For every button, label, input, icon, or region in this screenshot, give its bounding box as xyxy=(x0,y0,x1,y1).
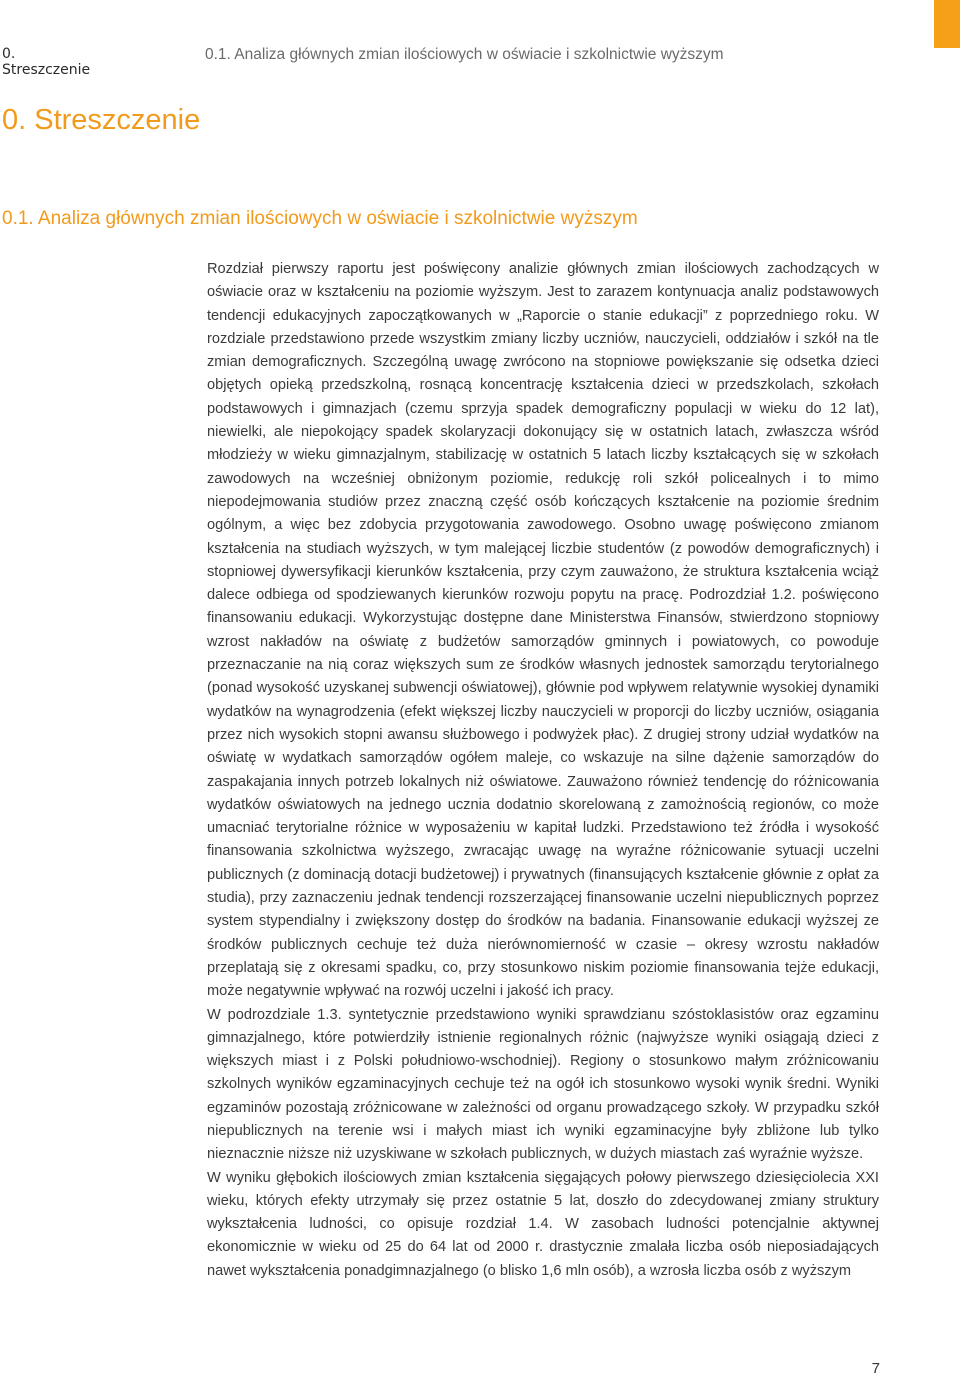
paragraph: W podrozdziale 1.3. syntetycznie przedstawiono wyniki sprawdzianu szóstoklasistów oraz egzaminu gimnazjalnego, które potwierdziły istnienie regionalnych różnic (najwyższe wyniki osiągają dzieci z większych miast i z Polski południowo-wschodniej). Regiony o stosunkowo małym zróżnicowaniu szkolnych wyników egzaminacyjnych cechuje też na ogół ich stosunkowo wysoki wynik średni. Wyniki egzaminów pozostają zróżnicowane w zależności od organu prowadzącego szkoły. W przypadku szkół niepublicznych na terenie wsi i małych miast ich wyniki egzaminacyjne były zbliżone lub tylko nieznacznie niższe niż uzyskiwane w szkołach publicznych, w dużych miastach zaś wyraźnie wyższe. xyxy=(207,1006,879,1163)
paragraph: Rozdział pierwszy raportu jest poświęcony analizie głównych zmian ilościowych zachodzących w oświacie oraz w kształceniu na poziomie wyższym. Jest to zarazem kontynuacja analiz podstawowych tendencji edukacyjnych zapoczątkowanych w „Raporcie o stanie edukacji” z poprzedniego roku. W rozdziale przedstawiono przede wszystkim zmiany liczby uczniów, nauczycieli, oddziałów i szkół na tle zmian demograficznych. Szczególną uwagę zwrócono na stopniowe powiększanie się odsetka dzieci objętych opieką przedszkolną, rosnącą koncentrację kształcenia dzieci w przedszkolach, szkołach podstawowych i gimnazjach (czemu sprzyja spadek demograficzny populacji w wieku do 12 lat), niewielki, ale niepokojący spadek skolaryzacji dokonujący się w ostatnich latach, zwłaszcza wśród młodzieży w wieku gimnazjalnym, stabilizację w ostatnich 5 latach liczby kształcących się w szkołach zawodowych na wcześniej obniżonym poziomie, redukcję roli szkół policealnych i to mimo niepodejmowania studiów przez znaczną część osób kończących kształcenie na poziomie średnim ogólnym, a więc bez zdobycia przygotowania zawodowego. Osobno uwagę poświęcono zmianom kształcenia na studiach wyższych, w tym malejącej liczbie studentów (z powodów demograficznych) i stopniowej dywersyfikacji kierunków kształcenia, przy czym zauważono, że struktura kształcenia wciąż dalece odbiega od spodziewanych kierunków rozwoju popytu na pracę. Podrozdział 1.2. poświęcono finansowaniu edukacji. Wykorzystując dostępne dane Ministerstwa Finansów, stwierdzono stopniowy wzrost nakładów na oświatę z budżetów samorządów gminnych i powiatowych, co powoduje przeznaczanie na nią coraz większych sum ze środków własnych jednostek samorządu terytorialnego (ponad wysokość uzyskanej subwencji oświatowej), głównie pod wpływem relatywnie wysokiej dynamiki wydatków na wynagrodzenia (efekt większej liczby nauczycieli w proporcji do liczby uczniów, osiągania przez nich wysokich stopni awansu służbowego i podwyżek płac). Z drugiej strony udział wydatków na oświatę w wydatkach samorządów ogółem maleje, co wskazuje na silne dążenie samorządów do zaspakajania innych potrzeb lokalnych niż oświatowe. Zauważono również tendencję do różnicowania wydatków oświatowych na jednego ucznia dodatnio skorelowaną z zamożnością regionów, co może umacniać terytorialne różnice w wyposażeniu w kapitał ludzki. Przedstawiono też źródła i wysokość finansowania szkolnictwa wyższego, zwracając uwagę na wyraźne różnicowanie sytuacji uczelni publicznych (z dominacją dotacji budżetowej) i prywatnych (finansujących kształcenie głównie z opłat za studia), przy zaznaczeniu jednak tendencji rozszerzającej finansowanie uczelni niepublicznych poprzez system stypendialny i zwiększony dostęp do środków na badania. Finansowanie edukacji wyższej ze środków publicznych cechuje też duża nierównomierność w czasie – okresy wzrostu nakładów przeplatają się z okresami spadku, co, przy stosunkowo niskim poziomie finansowania tejże edukacji, może negatywnie wpływać na rozwój uczelni i jakość ich pracy. xyxy=(207,261,879,1000)
chapter-title: 0. Streszczenie xyxy=(2,104,201,136)
running-header-chapter: 0. Streszczenie xyxy=(2,46,91,78)
corner-color-tab xyxy=(934,0,960,48)
body-text xyxy=(207,258,879,1283)
paragraph: W wyniku głębokich ilościowych zmian kształcenia sięgających połowy pierwszego dziesięciolecia XXI wieku, których efekty utrzymały się przez ostatnie 5 lat, doszło do zdecydowanej zmiany struktury wykształcenia ludności, co opisuje rozdział 1.4. W zasobach ludności potencjalnie aktywnej ekonomicznie w wieku od 25 do 64 lat od 2000 r. drastycznie zmalała liczba osób nieposiadających nawet wykształcenia ponadgimnazjalnego (o blisko 1,6 mln osób), a wzrosła liczba osób z wyższym xyxy=(207,1169,879,1279)
section-title: 0.1. Analiza głównych zmian ilościowych w oświacie i szkolnictwie wyższym xyxy=(2,208,638,229)
page-number: 7 xyxy=(871,1360,880,1377)
running-header-section: 0.1. Analiza głównych zmian ilościowych w oświacie i szkolnictwie wyższym xyxy=(205,46,724,63)
